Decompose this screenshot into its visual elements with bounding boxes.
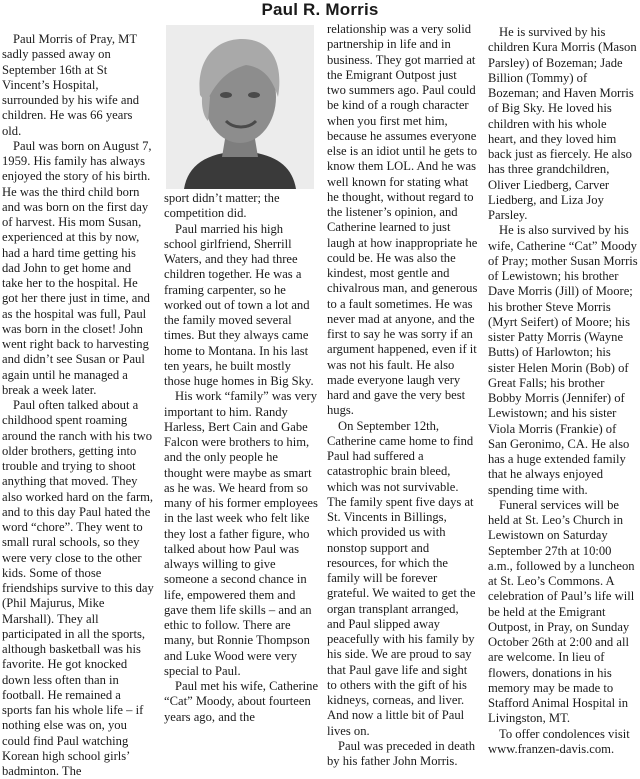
- paragraph-continuation: relationship was a very solid partnership in life and in business. They got married at the Emigrant Outpost just two summers ago. Paul could be kind of a rough character when you first met him, because he assumes everyone else is an idiot until he gets to know them LOL. And he was well known for stating what he thought, without regard to the listener’s opinion, and Catherine learned to just laugh at how inappropriate he could be. He was also the kindest, most gentle and chivalrous man, and generous to a fault sometimes. He was never mad at anyone, and the first to say he was sorry if an argument happened, even if it was not his fault. He also made everyone laugh very hard and gave the very best hugs.: [327, 22, 478, 418]
- column-4: [488, 25, 638, 757]
- portrait-photo: [166, 25, 314, 189]
- condolences-line: To offer condolences visit www.franzen-davis.com.: [488, 726, 630, 756]
- paragraph: Funeral services will be held at St. Leo’s Church in Lewistown on Saturday September 27th at 10:00 a.m., followed by a luncheon at St. Leo’s Commons. A celebration of Paul’s life will be held at the Emigrant Outpost, in Pray, on Sunday October 26th at 2:00 and all are welcome. In lieu of flowers, donations in his memory may be made to Stafford Animal Hospital in Livingston, MT.: [488, 497, 635, 726]
- paragraph: Paul often talked about a childhood spent roaming around the ranch with his two older brothers, getting into trouble and trying to shoot anything that moved. They also worked hard on the farm, and to this day Paul hated the word “chore”. They went to small rural schools, so they were very close to the other kids. Some of those friendships survive to this day (Phil Majurus, Mike Marshall). They all participated in all the sports, although basketball was his favorite. He got knocked down less often than in football. He remained a sports fan his whole life – if nothing else was on, you could find Paul watching Korean high school girls’ badminton. The: [2, 398, 154, 778]
- paragraph: Paul was born on August 7, 1959. His family has always enjoyed the story of his birth. He was the third child born and was born on the first day of harvest. His mom Susan, experienced at this by now, had a hard time getting his dad John to get home and take her to the hospital. He got her there just in time, and as the hospital was full, Paul was born in the closet! John went right back to harvesting and didn’t see Susan or Paul again until he managed a break a week later.: [2, 138, 152, 397]
- paragraph: On September 12th, Catherine came home to find Paul had suffered a catastrophic brain bleed, which was not survivable. The family spent five days at St. Vincents in Billings, which provided us with nonstop support and resources, for which the family will be forever grateful. We waited to get the organ transplant arranged, and Paul slipped away peacefully with his family by his side. We are proud to say that Paul gave life and sight to others with the gift of his kidneys, corneas, and liver. And now a little bit of Paul lives on.: [327, 418, 476, 738]
- portrait-photo-icon: [166, 25, 314, 189]
- paragraph: Paul Morris of Pray, MT sadly passed away on September 16th at St Vincent’s Hospital, surrounded by his wife and children. He was 66 years old.: [2, 32, 140, 138]
- column-2: [164, 191, 319, 725]
- paragraph: His work “family” was very important to him. Randy Harless, Bert Cain and Gabe Falcon were brothers to him, and the only people he thought were maybe as smart as he was. We heard from so many of his former employees in the last week who felt like they lost a father figure, who talked about how Paul was always willing to give someone a second chance in life, empowered them and gave them life skills – and an ethic to follow. There are many, but Ronnie Thompson and Luke Wood were very special to Paul.: [164, 389, 318, 678]
- paragraph: Paul was preceded in death by his father John Morris.: [327, 738, 476, 768]
- paragraph: He is also survived by his wife, Catherine “Cat” Moody of Pray; mother Susan Morris of Lewistown; his brother Dave Morris (Jill) of Moore; his brother Steve Morris (Myrt Seifert) of Moore; his sister Patty Morris (Wayne Butts) of Harlowton; his sister Helen Morin (Bob) of Great Falls; his brother Bobby Morris (Jennifer) of Lewistown; and his sister Viola Morris (Frankie) of San Geronimo, CA. He also has a huge extended family that he always enjoyed spending time with.: [488, 223, 638, 497]
- paragraph: He is survived by his children Kura Morris (Mason Parsley) of Bozeman; Jade Billion (Tommy) of Bozeman; and Haven Morris of Big Sky. He loved his children with his whole heart, and they loved him back just as fiercely. He also has three grandchildren, Oliver Liedberg, Carver Liedberg, and Liza Joy Parsley.: [488, 25, 637, 222]
- page-title: Paul R. Morris: [261, 0, 379, 19]
- column-1: [2, 32, 154, 779]
- paragraph: Paul married his high school girlfriend, Sherrill Waters, and they had three children together. He was a framing carpenter, so he worked out of town a lot and the family moved several times. But they always came home to Montana. In his last ten years, he built mostly those huge homes in Big Sky.: [164, 221, 314, 388]
- column-3: [327, 22, 478, 769]
- paragraph-continuation: sport didn’t matter; the competition did.: [164, 191, 280, 221]
- paragraph: Paul met his wife, Catherine “Cat” Moody, about fourteen years ago, and the: [164, 679, 319, 724]
